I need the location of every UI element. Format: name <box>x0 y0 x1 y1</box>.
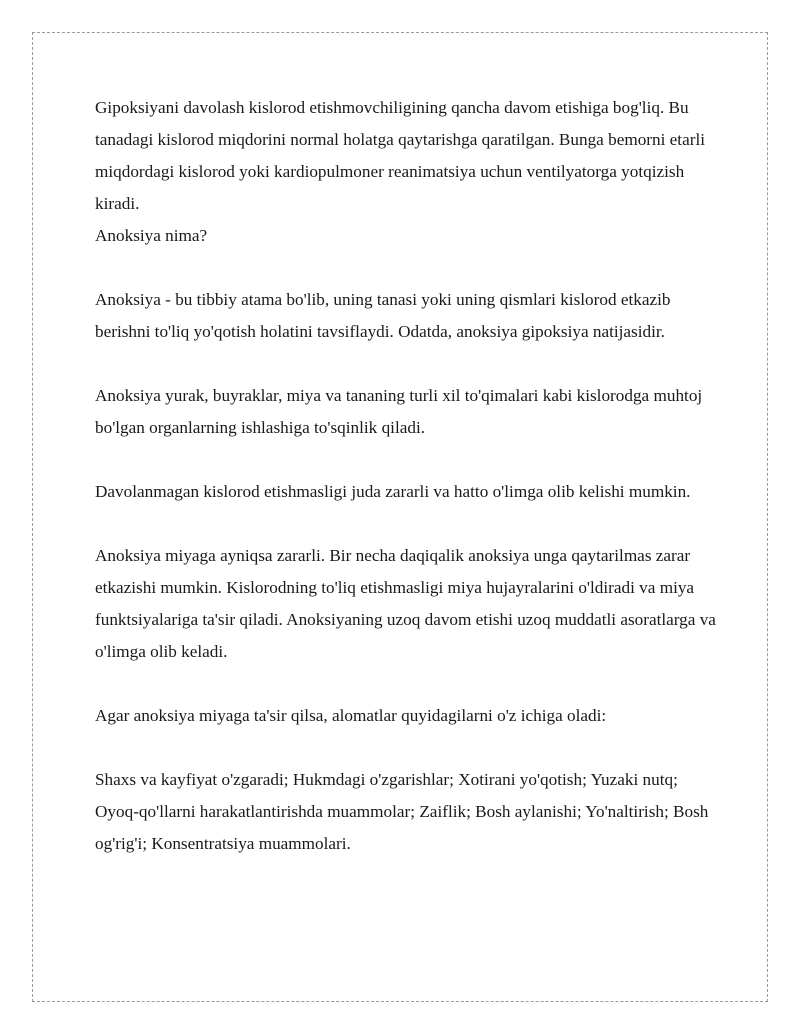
paragraph-treatment: Gipoksiyani davolash kislorod etishmovchiligining qancha davom etishiga bog'liq. Bu tanadagi kislorod miqdorini normal holatga qaytarishga qaratilgan. Bunga bemorni etarli miqdordagi kislorod yoki kardiopulmoner reanimatsiya uchun ventilyatorga yotqizish kiradi. <box>95 98 705 213</box>
paragraph-spacer <box>95 444 725 476</box>
paragraph-brain-damage: Anoksiya miyaga ayniqsa zararli. Bir necha daqiqalik anoksiya unga qaytarilmas zarar etkazishi mumkin. Kislorodning to'liq etishmasligi miya hujayralarini o'ldiradi va miya funktsiyalariga ta'sir qiladi. Anoksiyaning uzoq davom etishi uzoq muddatli asoratlarga va o'limga olib keladi. <box>95 546 716 661</box>
paragraph-anoxia-definition: Anoksiya - bu tibbiy atama bo'lib, uning tanasi yoki uning qismlari kislorod etkazib berishni to'liq yo'qotish holatini tavsiflaydi. Odatda, anoksiya gipoksiya natijasidir. <box>95 290 671 341</box>
paragraph-symptoms-list: Shaxs va kayfiyat o'zgaradi; Hukmdagi o'zgarishlar; Xotirani yo'qotish; Yuzaki nutq; Oyoq-qo'llarni harakatlantirishda muammolar; Zaiflik; Bosh aylanishi; Yo'naltirish; Bosh og'rig'i; Konsentratsiya muammolari. <box>95 770 709 853</box>
paragraph-spacer <box>95 252 725 284</box>
paragraph-spacer <box>95 348 725 380</box>
paragraph-untreated: Davolanmagan kislorod etishmasligi juda zararli va hatto o'limga olib kelishi mumkin. <box>95 482 691 501</box>
paragraph-spacer <box>95 732 725 764</box>
paragraph-organs: Anoksiya yurak, buyraklar, miya va tananing turli xil to'qimalari kabi kislorodga muhtoj bo'lgan organlarning ishlashiga to'sqinlik qiladi. <box>95 386 703 437</box>
paragraph-spacer <box>95 508 725 540</box>
document-body <box>95 92 725 860</box>
paragraph-spacer <box>95 668 725 700</box>
heading-anoxia-question: Anoksiya nima? <box>95 226 208 245</box>
paragraph-symptoms-intro: Agar anoksiya miyaga ta'sir qilsa, alomatlar quyidagilarni o'z ichiga oladi: <box>95 706 607 725</box>
